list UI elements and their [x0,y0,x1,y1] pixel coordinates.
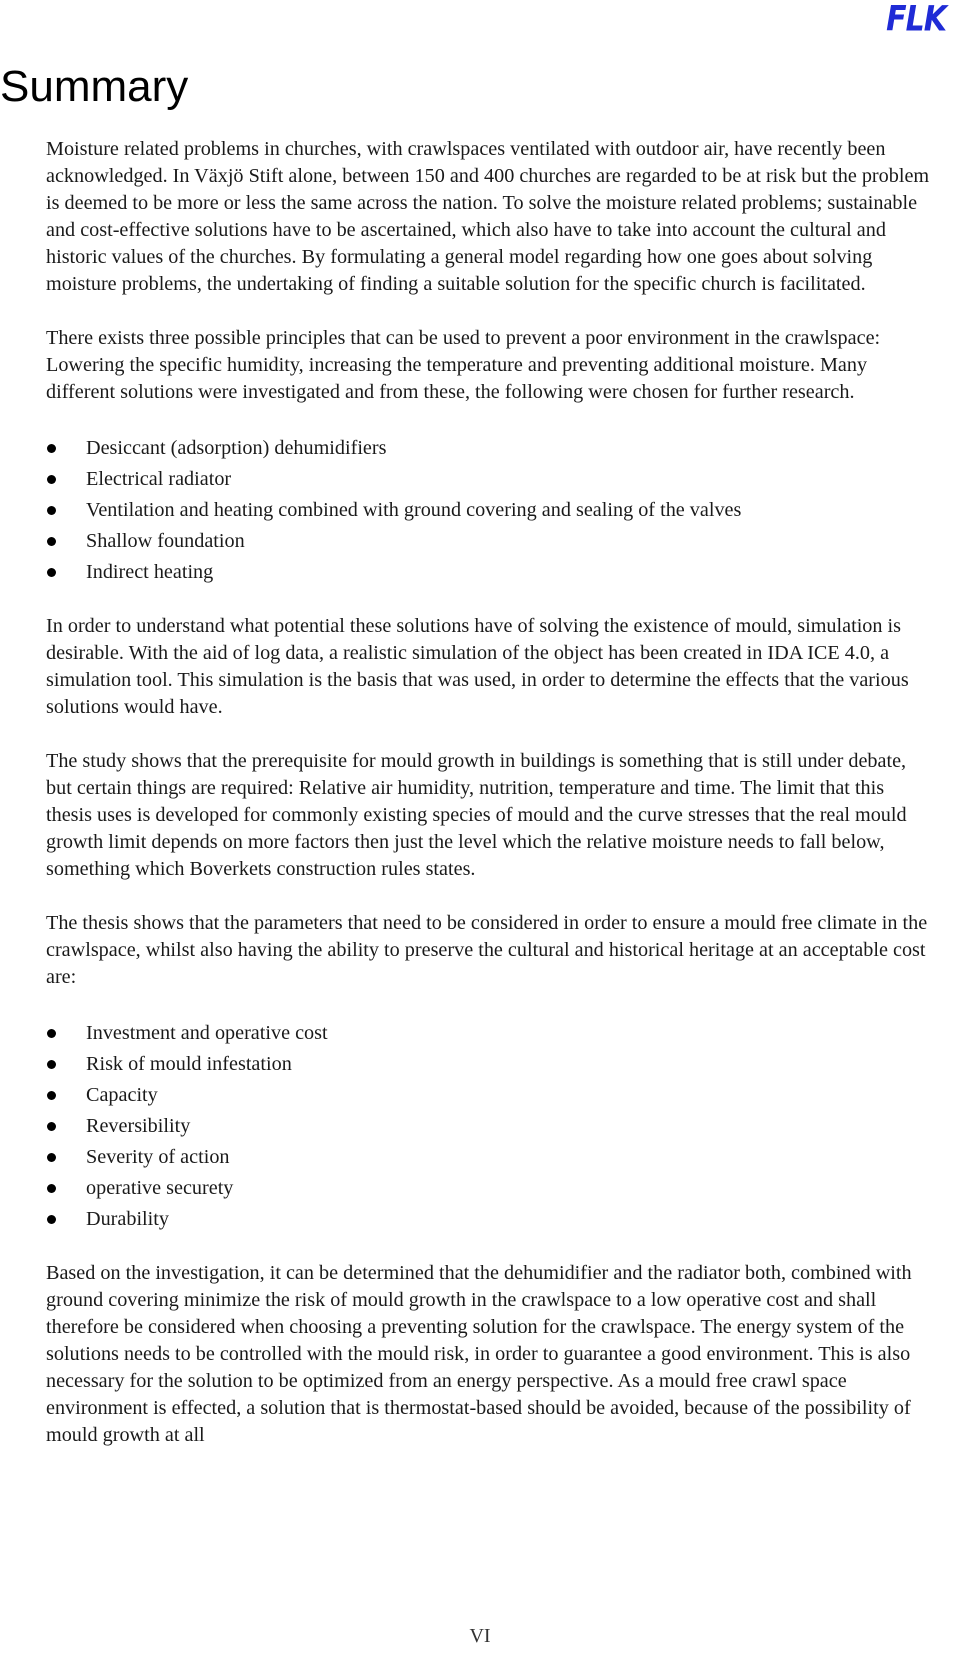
list-item [46,464,932,495]
flk-logo: FLK [886,0,946,40]
bullet-icon [47,1029,56,1038]
bullet-icon [47,1215,56,1224]
list-item [46,1080,932,1111]
bullet-icon [47,537,56,546]
paragraph-conclusion: Based on the investigation, it can be determined that the dehumidifier and the radiator both, combined with ground covering minimize the risk of mould growth in the crawlspace to a low operative cost and shall therefore be considered when choosing a preventing solution for the crawlspace. The energy system of the solutions needs to be controlled with the mould risk, in order to guarantee a good environment. This is also necessary for the solution to be optimized from an energy perspective. As a mould free crawl space environment is effected, a solution that is thermostat-based should be avoided, because of the possibility of mould growth at all [46,1262,912,1446]
paragraph-simulation: In order to understand what potential these solutions have of solving the existence of mould, simulation is desirable. With the aid of log data, a realistic simulation of the object has been created in IDA ICE 4.0, a simulation tool. This simulation is the basis that was used, in order to determine the effects that the various solutions would have. [46,615,909,718]
list-item-text: Risk of mould infestation [86,1053,292,1075]
list-item [46,526,932,557]
paragraph-parameters: The thesis shows that the parameters that need to be considered in order to ensure a mould free climate in the crawlspace, whilst also having the ability to preserve the cultural and historical heritage at an acceptable cost are: [46,912,928,988]
list-item [46,1204,932,1235]
list-item-text: Shallow foundation [86,530,245,552]
page-title: Summary [0,62,189,111]
paragraph-principles: There exists three possible principles that can be used to prevent a poor environment in the crawlspace: Lowering the specific humidity, increasing the temperature and preventing additional moisture. Many different solutions were investigated and from these, the following were chosen for further research. [46,327,881,403]
bullet-icon [47,1091,56,1100]
list-item-text: Ventilation and heating combined with ground covering and sealing of the valves [86,499,742,521]
list-item [46,1018,932,1049]
summary-body [46,136,932,1476]
list-item [46,1142,932,1173]
list-item [46,1173,932,1204]
bullet-icon [47,1153,56,1162]
paragraph-intro: Moisture related problems in churches, with crawlspaces ventilated with outdoor air, have recently been acknowledged. In Växjö Stift alone, between 150 and 400 churches are regarded to be at risk but the problem is deemed to be more or less the same across the nation. To solve the moisture related problems; sustainable and cost-effective solutions have to be ascertained, which also have to take into account the cultural and historic values of the churches. By formulating a general model regarding how one goes about solving moisture problems, the undertaking of finding a suitable solution for the specific church is facilitated. [46,138,930,295]
bullet-icon [47,1122,56,1131]
bullet-icon [47,1184,56,1193]
list-item [46,495,932,526]
bullet-icon [47,506,56,515]
list-item-text: Severity of action [86,1146,230,1168]
paragraph-study: The study shows that the prerequisite for mould growth in buildings is something that is still under debate, but certain things are required: Relative air humidity, nutrition, temperature and time. The limit that this thesis uses is developed for commonly existing species of mould and the curve stresses that the real mould growth limit depends on more factors then just the level which the relative moisture needs to fall below, something which Boverkets construction rules states. [46,750,907,880]
list-item-text: Indirect heating [86,561,214,583]
list-item [46,557,932,588]
page-number: VI [469,1625,491,1647]
list-item [46,433,932,464]
bullet-icon [47,568,56,577]
list-item-text: Durability [86,1208,169,1230]
list-item [46,1111,932,1142]
list-item-text: Desiccant (adsorption) dehumidifiers [86,437,387,459]
list-item [46,1049,932,1080]
list-item-text: Capacity [86,1084,158,1106]
parameters-list [46,1018,932,1235]
list-item-text: operative securety [86,1177,234,1199]
bullet-icon [47,444,56,453]
list-item-text: Electrical radiator [86,468,232,490]
bullet-icon [47,475,56,484]
list-item-text: Investment and operative cost [86,1022,328,1044]
solutions-list [46,433,932,588]
bullet-icon [47,1060,56,1069]
list-item-text: Reversibility [86,1115,191,1137]
